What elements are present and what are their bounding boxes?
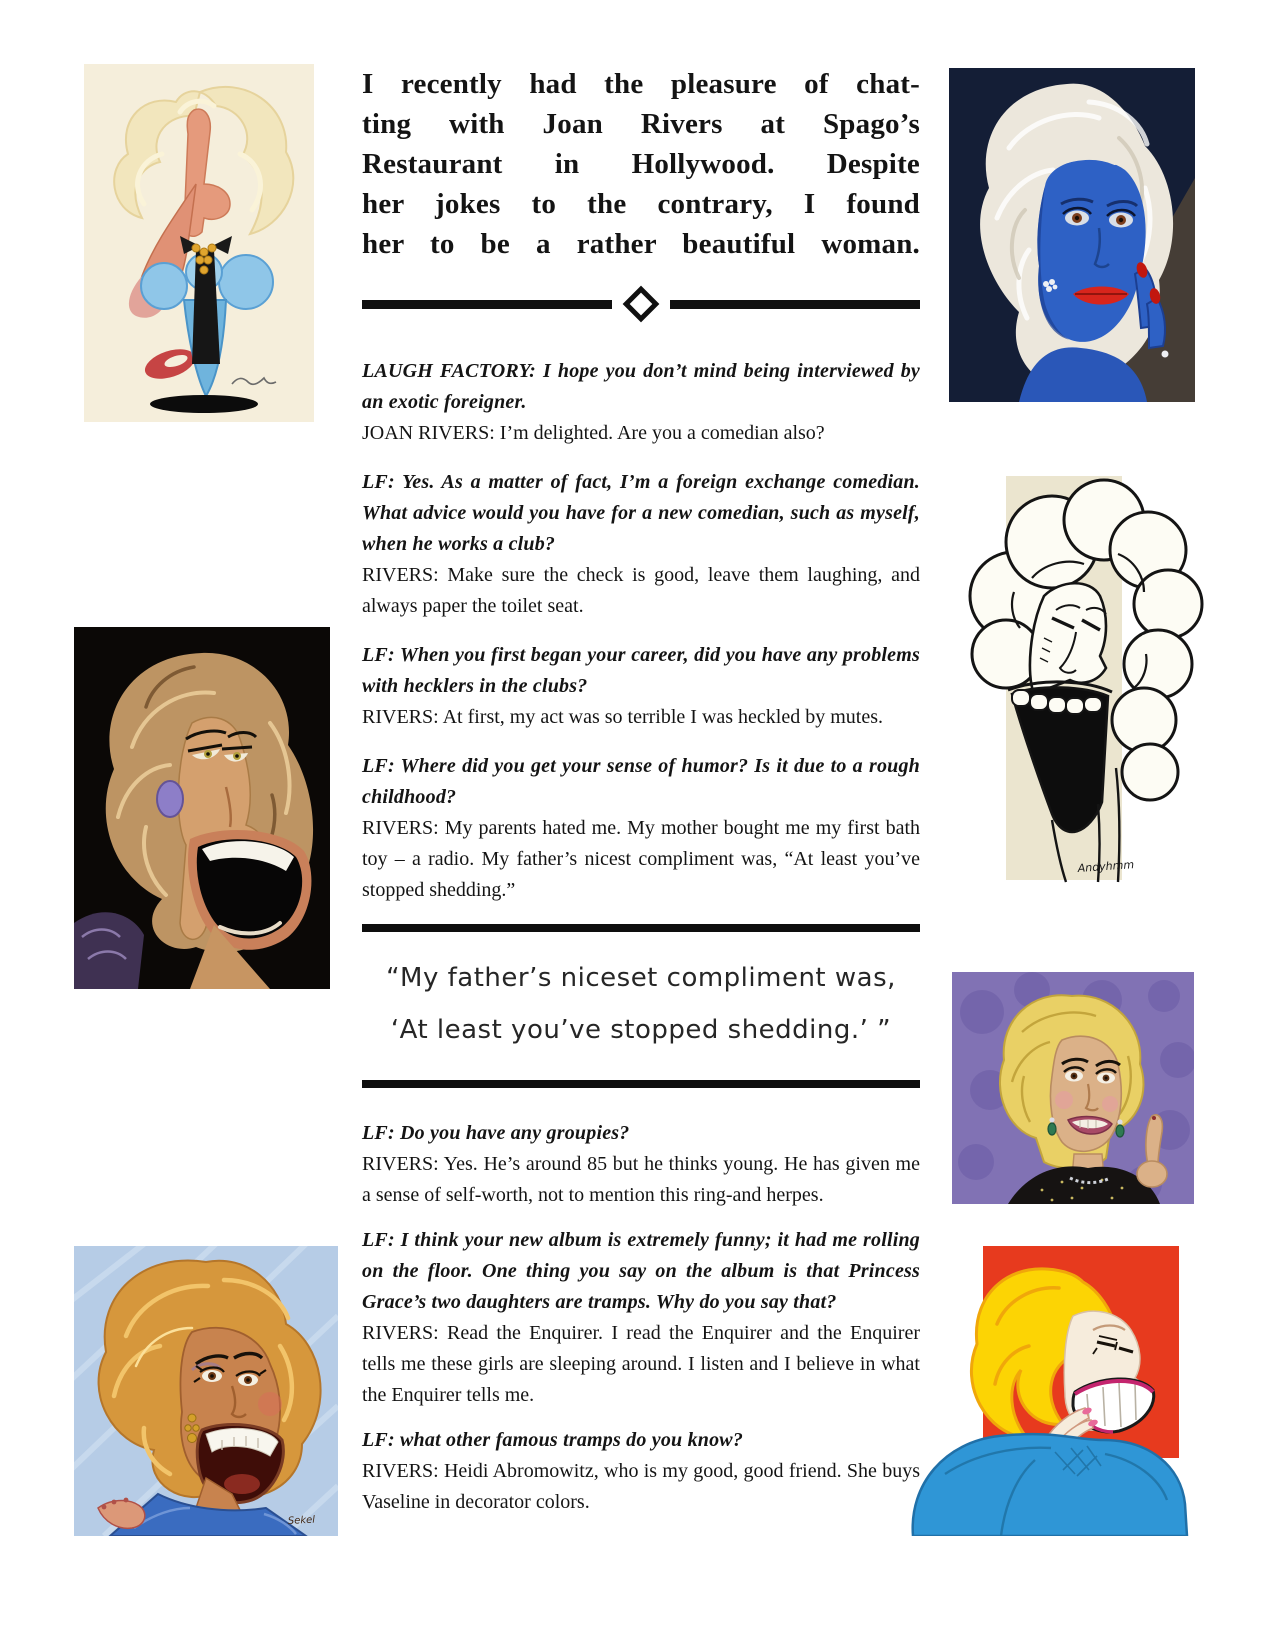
interview-section-1	[362, 356, 920, 906]
answer-paragraph: RIVERS: Heidi Abromowitz, who is my good, good friend. She buys Vaseline in decorator colors.	[362, 1460, 920, 1513]
qa-block	[362, 356, 920, 449]
answer-paragraph: RIVERS: Make sure the check is good, leave them laughing, and always paper the toilet seat.	[362, 564, 920, 617]
answer-paragraph: RIVERS: My parents hated me. My mother bought me my first bath toy – a radio. My father’s nicest compliment was, “At least you’ve stopped shedding.”	[362, 817, 920, 901]
caricature-full-figure-blue-dress	[84, 64, 314, 422]
qa-block	[362, 751, 920, 906]
question-paragraph: LAUGH FACTORY: I hope you don’t mind being interviewed by an exotic foreigner.	[362, 360, 920, 413]
artist-signature: Andyhmm	[1077, 858, 1135, 875]
artist-signature: Sekel	[287, 1514, 316, 1527]
line-art-face	[1030, 583, 1106, 694]
qa-block	[362, 1225, 920, 1411]
diamond-icon	[623, 286, 660, 323]
pull-quote-text	[362, 932, 920, 1080]
qa-block	[362, 1118, 920, 1211]
blue-face-portrait-svg	[949, 68, 1195, 402]
qa-block	[362, 467, 920, 622]
question-paragraph: LF: Yes. As a matter of fact, I’m a foreign exchange comedian. What advice would you have for a new comedian, such as myself, when he works a club?	[362, 471, 920, 555]
intro-line: ting with Joan Rivers at Spago’s	[362, 108, 920, 140]
question-paragraph: LF: I think your new album is extremely funny; it had me rolling on the floor. One thing you say on the album is that Princess Grace’s two daughters are tramps. Why do you say that?	[362, 1229, 920, 1313]
caricature-clay-pointing-finger	[952, 972, 1194, 1204]
question-paragraph: LF: what other famous tramps do you know?	[362, 1429, 744, 1451]
intro-line: her jokes to the contrary, I found	[362, 188, 920, 220]
purple-earring	[157, 781, 183, 817]
intro-paragraph	[362, 64, 920, 264]
clay-face	[1050, 1036, 1121, 1151]
pull-quote-line-2: ‘At least you’ve stopped shedding.’ ”	[390, 1015, 892, 1045]
display-base	[150, 395, 258, 413]
answer-paragraph: JOAN RIVERS: I’m delighted. Are you a comedian also?	[362, 422, 825, 444]
qa-block	[362, 640, 920, 733]
intro-line: Restaurant in Hollywood. Despite	[362, 148, 920, 180]
caricature-yellow-hair-red-square	[905, 1244, 1197, 1536]
caricature-full-figure-svg	[84, 64, 314, 422]
interview-section-2	[362, 1118, 920, 1518]
intro-line: I recently had the pleasure of chat-	[362, 68, 920, 100]
section-divider	[362, 290, 920, 318]
bw-caricature-svg	[948, 468, 1206, 888]
caricature-laughing-blonde	[74, 1246, 338, 1536]
qa-block	[362, 1425, 920, 1518]
question-paragraph: LF: Where did you get your sense of humor? Is it due to a rough childhood?	[362, 755, 920, 808]
question-paragraph: LF: Do you have any groupies?	[362, 1122, 630, 1144]
answer-paragraph: RIVERS: Read the Enquirer. I read the Enquirer and the Enquirer tells me these girls are sleeping around. I listen and I believe in what the Enquirer tells me.	[362, 1322, 920, 1406]
dark-caricature-svg	[74, 627, 330, 989]
caricature-black-white-open-mouth	[948, 468, 1206, 888]
clay-caricature-svg	[952, 972, 1194, 1204]
divider-rule-left	[362, 300, 612, 309]
pull-quote-line-1: “My father’s niceset compliment was,	[386, 963, 896, 993]
caricature-dark-open-mouth	[74, 627, 330, 989]
laughing-caricature-svg	[74, 1246, 338, 1536]
article-column	[362, 64, 920, 1532]
intro-line: her to be a rather beautiful woman.	[362, 228, 920, 260]
question-paragraph: LF: When you first began your career, did you have any problems with hecklers in the clubs?	[362, 644, 920, 697]
caricature-blue-face-portrait	[949, 68, 1195, 402]
red-square-caricature-svg	[905, 1244, 1197, 1536]
pull-quote	[362, 924, 920, 1088]
blue-garment	[913, 1434, 1187, 1536]
pull-quote-rule-bottom	[362, 1080, 920, 1088]
purple-ruffle-shoulder	[74, 912, 144, 989]
answer-paragraph: RIVERS: At first, my act was so terrible I was heckled by mutes.	[362, 706, 884, 728]
divider-rule-right	[670, 300, 920, 309]
pull-quote-rule-top	[362, 924, 920, 932]
answer-paragraph: RIVERS: Yes. He’s around 85 but he thinks young. He has given me a sense of self-worth, not to mention this ring-and herpes.	[362, 1153, 920, 1206]
